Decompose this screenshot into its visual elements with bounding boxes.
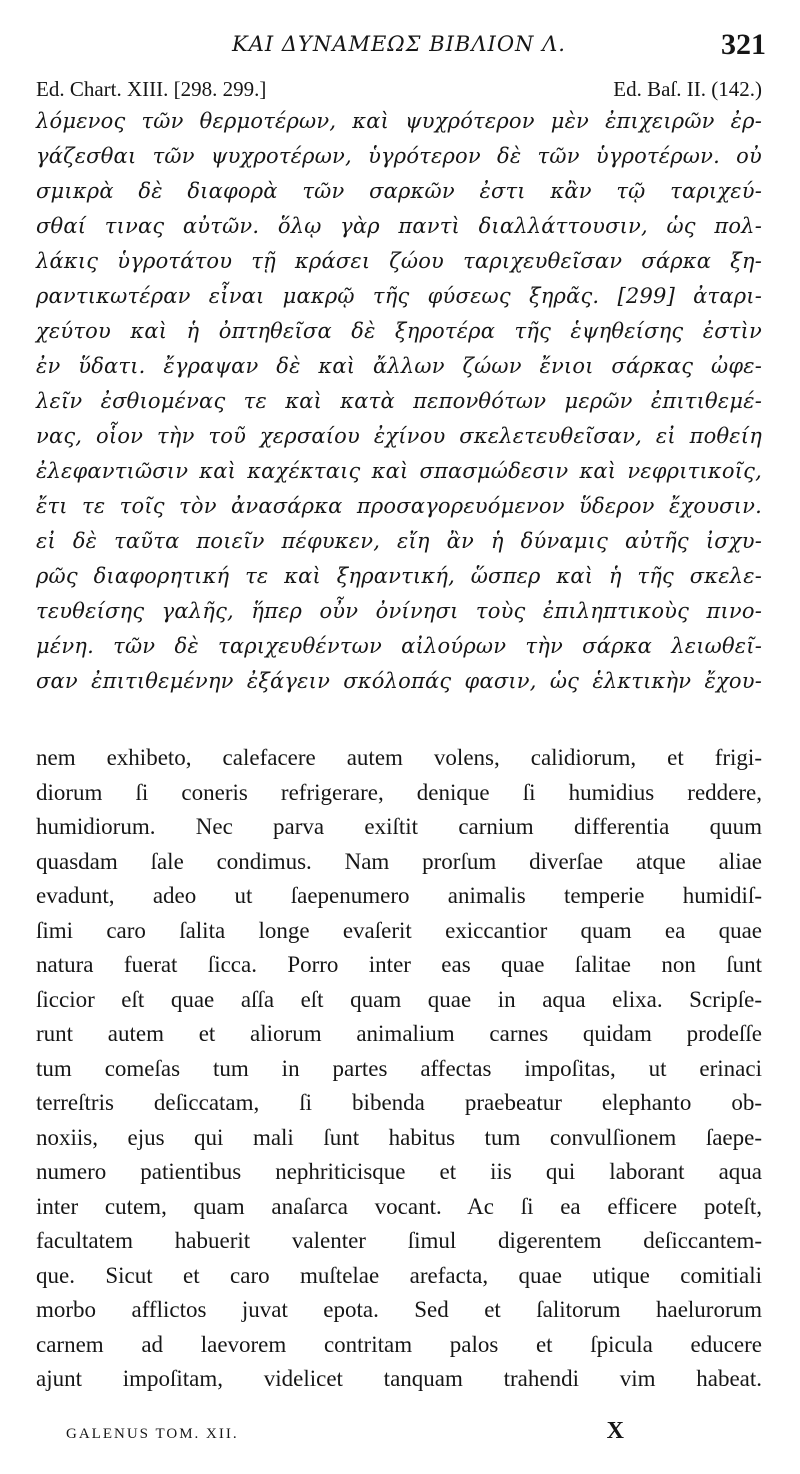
latin-text-line: diorum ſi coneris refrigerare, denique ſi humidius reddere, [36,779,762,805]
greek-text-line: λεῖν ἐσθιομένας τε καὶ κατὰ πεπονθότων μερῶν ἐπιτιθεμέ- [36,389,762,413]
running-head [36,28,766,62]
page-number: 321 [721,28,766,61]
greek-text-line: χεύτου καὶ ἡ ὀπτηθεῖσα δὲ ξηροτέρα τῆς ἑψηθείσης ἐστὶν [36,319,762,343]
latin-text-line: runt autem et aliorum animalium carnes quidam prodeſſe [36,1021,762,1046]
greek-text-line: σθαί τινας αὐτῶν. ὅλῳ γὰρ παντὶ διαλλάττουσιν, ὡς πολ- [36,214,762,238]
greek-text-line: λάκις ὑγροτάτου τῇ κράσει ζώου ταριχευθεῖσαν σάρκα ξη- [36,249,762,273]
latin-text-line: morbo afflictos juvat epota. Sed et ſalitorum haelurorum [36,1297,762,1322]
latin-text-line: facultatem habuerit valenter ſimul digerentem deſiccantem- [36,1228,762,1253]
basel-edition-reference: Ed. Baſ. II. (142.) [613,77,762,101]
latin-text-line: que. Sicut et caro muſtelae arefacta, quae utique comitiali [36,1262,762,1288]
gathering-mark: X [606,1418,624,1444]
latin-text-line: terreſtris deſiccatam, ſi bibenda praebeatur elephanto ob- [36,1090,762,1115]
greek-text-line: γάζεσθαι τῶν ψυχροτέρων, ὑγρότερον δὲ τῶν ὑγροτέρων. οὐ [36,144,762,168]
greek-text-line: ραντικωτέραν εἶναι μακρῷ τῆς φύσεως ξηρᾶς. [299] ἀταρι- [36,284,762,308]
greek-text-line: μένη. τῶν δὲ ταριχευθέντων αἰλούρων τὴν σάρκα λειωθεῖ- [36,634,762,658]
latin-text-line: inter cutem, quam anaſarca vocant. Ac ſi ea efficere poteſt, [36,1193,762,1219]
greek-text-line: ἐν ὕδατι. ἔγραψαν δὲ καὶ ἄλλων ζώων ἔνιοι σάρκας ὠφε- [36,354,762,378]
latin-text-line: nem exhibeto, calefacere autem volens, calidiorum, et frigi- [36,745,762,770]
running-title: ΚΑΙ ΔΥΝΑΜΕΩΣ ΒΙΒΛΙΟΝ Λ. [232,32,566,56]
latin-text-line: ajunt impoſitam, videlicet tanquam trahendi vim habeat. [36,1366,762,1391]
latin-text-block [36,741,762,1397]
latin-text-line: quasdam ſale condimus. Nam prorſum diverſae atque aliae [36,848,762,874]
latin-text-line: evadunt, adeo ut ſaepenumero animalis temperie humidiſ- [36,883,762,908]
greek-text-block [36,104,762,699]
greek-text-line: ἔτι τε τοῖς τὸν ἀνασάρκα προσαγορευόμενον ὕδερον ἔχουσιν. [36,494,762,518]
latin-text-line: ſiccior eſt quae aſſa eſt quam quae in aqua elixa. Scripſe- [36,986,762,1012]
greek-text-line: εἰ δὲ ταῦτα ποιεῖν πέφυκεν, εἴη ἂν ἡ δύναμις αὐτῆς ἰσχυ- [36,529,762,553]
latin-text-line: numero patientibus nephriticisque et iis qui laborant aqua [36,1159,762,1184]
latin-text-line: tum comeſas tum in partes affectas impoſitas, ut erinaci [36,1055,762,1081]
greek-text-line: σμικρὰ δὲ διαφορὰ τῶν σαρκῶν ἐστι κἂν τῷ ταριχεύ- [36,179,762,203]
greek-text-line: ἐλεφαντιῶσιν καὶ καχέκταις καὶ σπασμώδεσιν καὶ νεφριτικοῖς, [36,459,762,483]
greek-text-line: τευθείσης γαλῆς, ἥπερ οὖν ὀνίνησι τοὺς ἐπιληπτικοὺς πινο- [36,599,762,623]
page-footer [66,1418,624,1445]
greek-text-line: σαν ἐπιτιθεμένην ἐξάγειν σκόλοπάς φασιν, ὡς ἑλκτικὴν ἔχου- [36,669,762,693]
edition-reference-line [36,76,762,102]
chartier-edition-reference: Ed. Chart. XIII. [298. 299.] [36,77,267,101]
greek-text-line: ρῶς διαφορητική τε καὶ ξηραντική, ὥσπερ καὶ ἡ τῆς σκελε- [36,564,762,588]
latin-text-line: carnem ad laevorem contritam palos et ſpicula educere [36,1331,762,1357]
greek-text-line: λόμενος τῶν θερμοτέρων, καὶ ψυχρότερον μὲν ἐπιχειρῶν ἐρ- [36,109,762,133]
greek-text-line: νας, οἷον τὴν τοῦ χερσαίου ἐχίνου σκελετευθεῖσαν, εἰ ποθείη [36,424,762,448]
signature-mark: GALENUS TOM. XII. [66,1426,239,1442]
latin-text-line: noxiis, ejus qui mali ſunt habitus tum convulſionem ſaepe- [36,1124,762,1150]
latin-text-line: natura fuerat ſicca. Porro inter eas quae ſalitae non ſunt [36,952,762,977]
latin-text-line: humidiorum. Nec parva exiſtit carnium differentia quum [36,814,762,839]
latin-text-line: ſimi caro ſalita longe evaſerit exiccantior quam ea quae [36,917,762,943]
